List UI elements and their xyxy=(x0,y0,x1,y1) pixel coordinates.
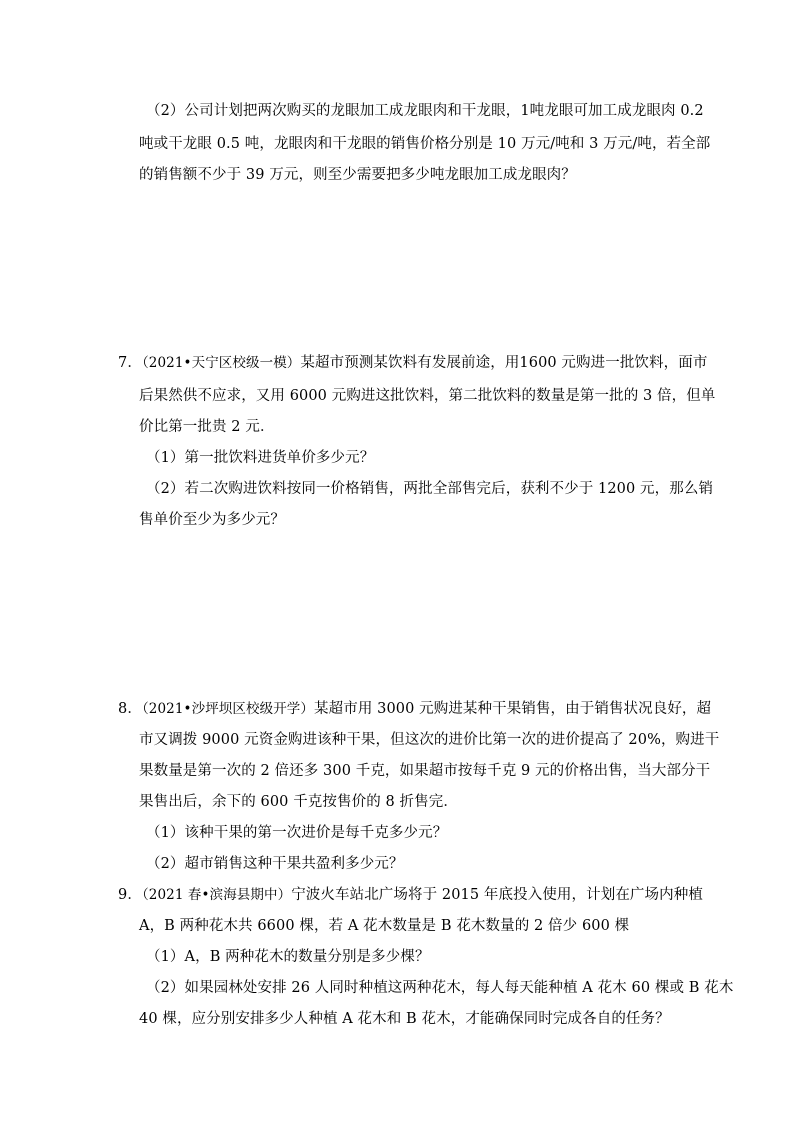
q8-part1: （1）该种干果的第一次进价是每千克多少元？ xyxy=(146,825,448,841)
q9-source: （2021 春•滨海县期中） xyxy=(141,887,292,903)
q9-number: 9． xyxy=(118,887,142,903)
q7-part2-line-1: （2）若二次购进饮料按同一价格销售，两批全部售完后，获利不少于 1200 元，那么销 xyxy=(146,481,714,497)
q8-stem-line-4: 果售出后，余下的 600 千克按售价的 8 折售完． xyxy=(139,794,458,810)
q9-stem-text-1: 宁波火车站北广场将于 2015 年底投入使用，计划在广场内种植 xyxy=(291,887,703,903)
q8-number: 8． xyxy=(118,701,142,717)
q7-part2-line-2: 售单价至少为多少元？ xyxy=(139,512,285,528)
q6-part2-line-3: 的销售额不少于 39 万元，则至少需要把多少吨龙眼加工成龙眼肉？ xyxy=(139,167,576,183)
q7-stem-line-1 xyxy=(118,353,708,373)
q7-stem-text-1: 某超市预测某饮料有发展前途，用1600 元购进一批饮料，面市 xyxy=(300,355,708,371)
q7-source: （2021•天宁区校级一模） xyxy=(141,355,301,371)
q7-stem-line-2: 后果然供不应求，又用 6000 元购进这批饮料，第二批饮料的数量是第一批的 3 倍，但单 xyxy=(139,388,716,404)
q7-part1: （1）第一批饮料进货单价多少元？ xyxy=(146,450,375,466)
q9-part2-line-1: （2）如果园林处安排 26 人同时种植这两种花木，每人每天能种植 A 花木 60 棵或 B 花木 xyxy=(146,980,734,996)
q7-number: 7． xyxy=(118,355,142,371)
q8-stem-text-1: 某超市用 3000 元购进某种干果销售，由于销售状况良好，超 xyxy=(314,701,712,717)
q8-part2: （2）超市销售这种干果共盈利多少元？ xyxy=(146,856,404,872)
q9-stem-line-2: A，B 两种花木共 6600 棵，若 A 花木数量是 B 花木数量的 2 倍少 600 棵 xyxy=(139,918,630,934)
q8-stem-line-2: 市又调拨 9000 元资金购进该种干果，但这次的进价比第一次的进价提高了 20%，购进干 xyxy=(139,732,720,748)
q8-source: （2021•沙坪坝区校级开学） xyxy=(141,701,315,717)
q9-part1: （1）A，B 两种花木的数量分别是多少棵？ xyxy=(146,949,430,965)
q8-stem-line-3: 果数量是第一次的 2 倍还多 300 千克，如果超市按每千克 9 元的价格出售，当大部分干 xyxy=(139,763,711,779)
q9-stem-line-1 xyxy=(118,885,703,905)
q6-part2-line-1: （2）公司计划把两次购买的龙眼加工成龙眼肉和干龙眼，1吨龙眼可加工成龙眼肉 0.2 xyxy=(146,103,704,119)
q6-part2-line-2: 吨或干龙眼 0.5 吨，龙眼肉和干龙眼的销售价格分别是 10 万元/吨和 3 万元/吨，若全部 xyxy=(139,136,711,152)
q9-part2-line-2: 40 棵，应分别安排多少人种植 A 花木和 B 花木，才能确保同时完成各自的任务？ xyxy=(139,1011,670,1027)
q8-stem-line-1 xyxy=(118,699,712,719)
q7-stem-line-3: 价比第一批贵 2 元． xyxy=(139,419,275,435)
